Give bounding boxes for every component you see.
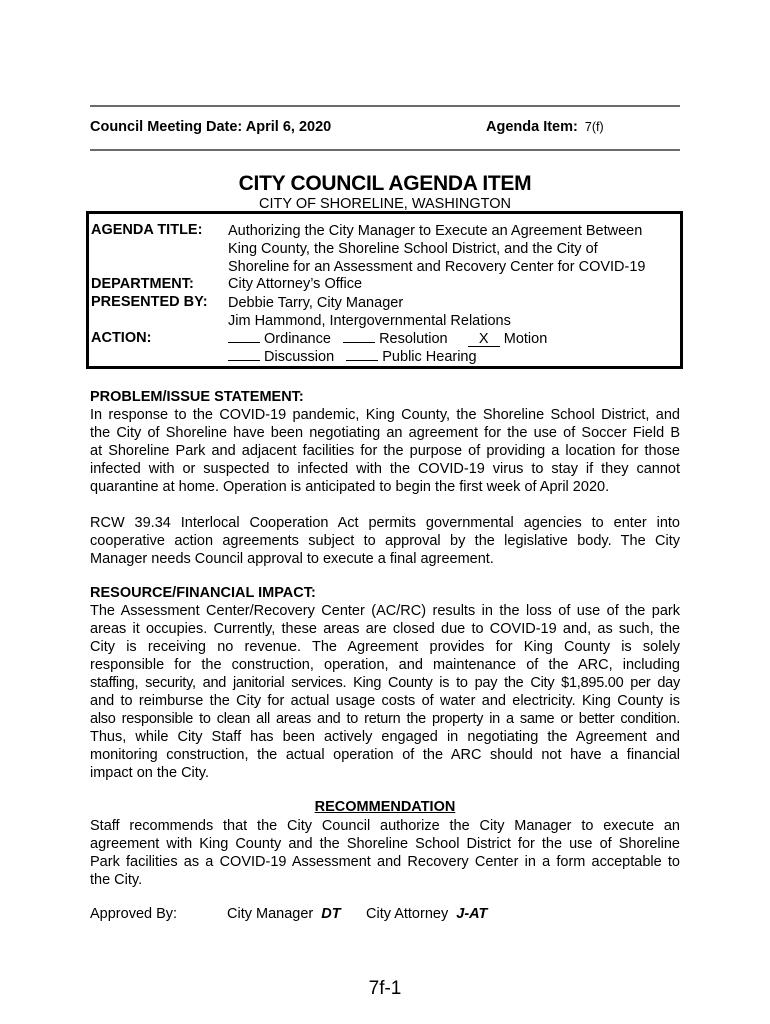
presented-by-value xyxy=(228,294,511,330)
recommendation-heading: RECOMMENDATION xyxy=(314,799,456,815)
approved-by-label: Approved By: xyxy=(90,906,178,922)
rcw-paragraph xyxy=(90,514,680,568)
discussion-blank xyxy=(228,348,260,361)
top-rule xyxy=(90,105,680,107)
agenda-item-label: Agenda Item: xyxy=(486,119,578,135)
page-number: 7f-1 xyxy=(368,978,402,999)
financial-line: responsible for the construction, operation, and maintenance of the ARC, including xyxy=(90,657,680,673)
department-label: DEPARTMENT: xyxy=(91,276,194,292)
city-attorney-label: City Attorney xyxy=(366,906,449,922)
financial-line: Thus, while City Staff has been actively engaged in negotiating the Agreement and xyxy=(90,729,680,745)
problem-line: quarantine at home. Operation is anticipated to begin the first week of April 2020. xyxy=(90,479,610,495)
financial-line: areas it occupies. Currently, these areas are closed due to COVID-19 and, as such, the xyxy=(90,621,680,637)
action-options xyxy=(228,330,547,366)
rcw-line: cooperative action agreements subject to approval by the legislative body. The City xyxy=(90,533,680,549)
page-subtitle: CITY OF SHORELINE, WASHINGTON xyxy=(259,196,511,212)
presenter: Jim Hammond, Intergovernmental Relations xyxy=(228,313,511,329)
ordinance-option: Ordinance xyxy=(264,331,331,347)
agenda-title-value xyxy=(228,222,645,276)
action-row-1 xyxy=(228,330,547,348)
action-row-2 xyxy=(228,348,547,366)
rcw-line: Manager needs Council approval to execute a final agreement. xyxy=(90,551,494,567)
financial-section xyxy=(90,584,680,782)
city-manager-approval xyxy=(227,906,341,922)
page-title: CITY COUNCIL AGENDA ITEM xyxy=(238,172,532,195)
meeting-date-label: Council Meeting Date: xyxy=(90,119,243,135)
motion-option: Motion xyxy=(503,331,548,347)
city-attorney-initials: J-AT xyxy=(456,906,488,922)
agenda-title-label: AGENDA TITLE: xyxy=(91,222,203,238)
financial-line: also responsible to clean all areas and to return the property in a same or better condition. xyxy=(90,711,680,727)
public-hearing-option: Public Hearing xyxy=(382,349,477,365)
recommendation-line: Staff recommends that the City Council authorize the City Manager to execute an xyxy=(90,818,680,834)
public-hearing-blank xyxy=(346,348,378,361)
rcw-line: RCW 39.34 Interlocal Cooperation Act permits governmental agencies to enter into xyxy=(90,515,680,531)
problem-line: In response to the COVID-19 pandemic, King County, the Shoreline School District, and xyxy=(90,407,680,423)
agenda-title-line: Shoreline for an Assessment and Recovery Center for COVID-19 xyxy=(228,259,646,275)
city-manager-initials: DT xyxy=(321,906,341,922)
problem-line: infected with or suspected to infected with the COVID-19 virus to stay if they cannot xyxy=(90,461,680,477)
recommendation-line: Park facilities as a COVID-19 Assessment and Recovery Center in a form acceptable to xyxy=(90,854,680,870)
financial-line: City is receiving no revenue. The Agreement provides for King County is solely xyxy=(90,639,680,655)
problem-heading: PROBLEM/ISSUE STATEMENT: xyxy=(90,389,304,405)
discussion-option: Discussion xyxy=(264,349,335,365)
problem-line: the City of Shoreline have been negotiating an agreement for the use of Soccer Field B xyxy=(90,425,680,441)
summary-box xyxy=(88,213,681,367)
presenter: Debbie Tarry, City Manager xyxy=(228,295,404,311)
financial-line: The Assessment Center/Recovery Center (AC/RC) results in the loss of use of the park xyxy=(90,603,680,619)
financial-line: monitoring construction, the actual operation of the ARC should not have a financial xyxy=(90,747,680,763)
resolution-blank xyxy=(343,330,375,343)
department-value: City Attorney’s Office xyxy=(228,276,363,292)
problem-section xyxy=(90,388,680,496)
problem-line: at Shoreline Park and adjacent facilities for the purpose of providing a location for those xyxy=(90,443,680,459)
city-attorney-approval xyxy=(366,906,487,922)
recommendation-line: agreement with King County and the Shoreline School District for the use of Shoreline xyxy=(90,836,680,852)
financial-heading: RESOURCE/FINANCIAL IMPACT: xyxy=(90,585,316,601)
presented-by-label: PRESENTED BY: xyxy=(91,294,208,310)
agenda-item-value: 7(f) xyxy=(584,120,604,134)
motion-mark: X xyxy=(468,332,500,347)
agenda-title-line: King County, the Shoreline School District, and the City of xyxy=(228,241,598,257)
agenda-item-line xyxy=(486,119,604,135)
financial-line: staffing, security, and janitorial services. King County is to pay the City $1,895.00 per day xyxy=(90,675,680,691)
resolution-option: Resolution xyxy=(379,331,448,347)
meeting-date-value: April 6, 2020 xyxy=(245,119,332,135)
ordinance-blank xyxy=(228,330,260,343)
financial-line: impact on the City. xyxy=(90,765,210,781)
city-manager-label: City Manager xyxy=(227,906,314,922)
meeting-date-line xyxy=(90,119,331,135)
agenda-title-line: Authorizing the City Manager to Execute an Agreement Between xyxy=(228,223,643,239)
financial-line: and to reimburse the City for actual usage costs of water and electricity. King County is xyxy=(90,693,680,709)
recommendation-section xyxy=(90,817,680,889)
recommendation-line: the City. xyxy=(90,872,143,888)
bottom-rule xyxy=(90,149,680,151)
action-label: ACTION: xyxy=(91,330,152,346)
meeting-header xyxy=(90,119,680,139)
